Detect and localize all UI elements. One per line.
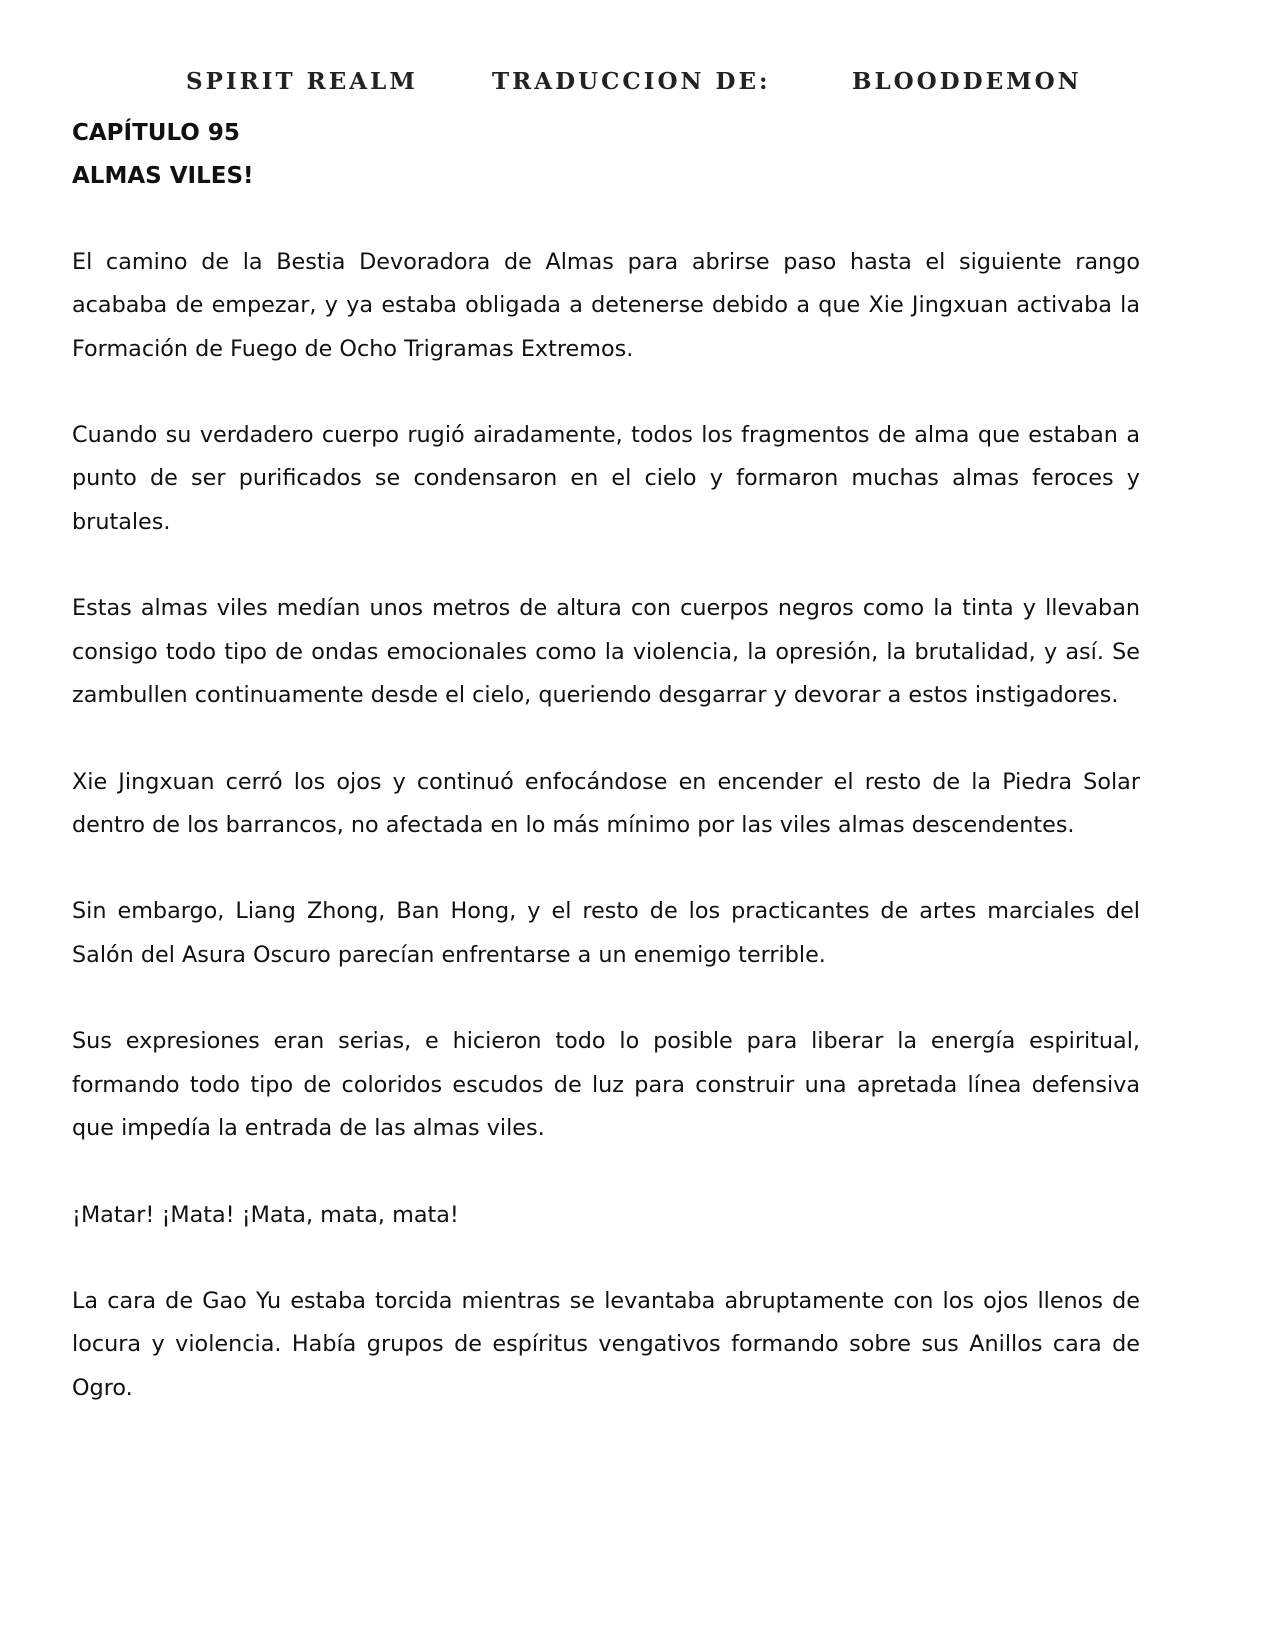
chapter-title: ALMAS VILES! xyxy=(72,163,254,189)
header-translator-name: BLOODDEMON xyxy=(852,68,1082,95)
paragraph: Cuando su verdadero cuerpo rugió airadamente, todos los fragmentos de alma que estaban a punto de ser purificados se condensaron en el cielo y formaron muchas almas feroces y brutales. xyxy=(72,422,1140,535)
header-translation-label: TRADUCCION DE: xyxy=(492,68,771,95)
paragraph: Xie Jingxuan cerró los ojos y continuó enfocándose en encender el resto de la Piedra Solar dentro de los barrancos, no afectada en lo más mínimo por las viles almas descendentes. xyxy=(72,768,1140,838)
chapter-number: CAPÍTULO 95 xyxy=(72,120,240,146)
paragraph: ¡Matar! ¡Mata! ¡Mata, mata, mata! xyxy=(72,1201,459,1228)
page-header xyxy=(0,68,1275,104)
paragraph: Sin embargo, Liang Zhong, Ban Hong, y el resto de los practicantes de artes marciales del Salón del Asura Oscuro parecían enfrentarse a un enemigo terrible. xyxy=(72,898,1140,968)
paragraph: La cara de Gao Yu estaba torcida mientras se levantaba abruptamente con los ojos llenos de locura y violencia. Había grupos de espíritus vengativos formando sobre sus Anillos cara de Ogro. xyxy=(72,1288,1140,1401)
header-series-title: SPIRIT REALM xyxy=(186,68,418,95)
paragraph: El camino de la Bestia Devoradora de Almas para abrirse paso hasta el siguiente rango acababa de empezar, y ya estaba obligada a detenerse debido a que Xie Jingxuan activaba la Formación de Fuego de Ocho Trigramas Extremos. xyxy=(72,249,1140,362)
paragraph: Sus expresiones eran serias, e hicieron todo lo posible para liberar la energía espiritual, formando todo tipo de coloridos escudos de luz para construir una apretada línea defensiva que impedía la entrada de las almas viles. xyxy=(72,1028,1140,1141)
paragraph: Estas almas viles medían unos metros de altura con cuerpos negros como la tinta y llevaban consigo todo tipo de ondas emocionales como la violencia, la opresión, la brutalidad, y así. Se zambullen continuamente desde el cielo, queriendo desgarrar y devorar a estos instigadores. xyxy=(72,595,1140,708)
document-body xyxy=(72,112,1140,1410)
